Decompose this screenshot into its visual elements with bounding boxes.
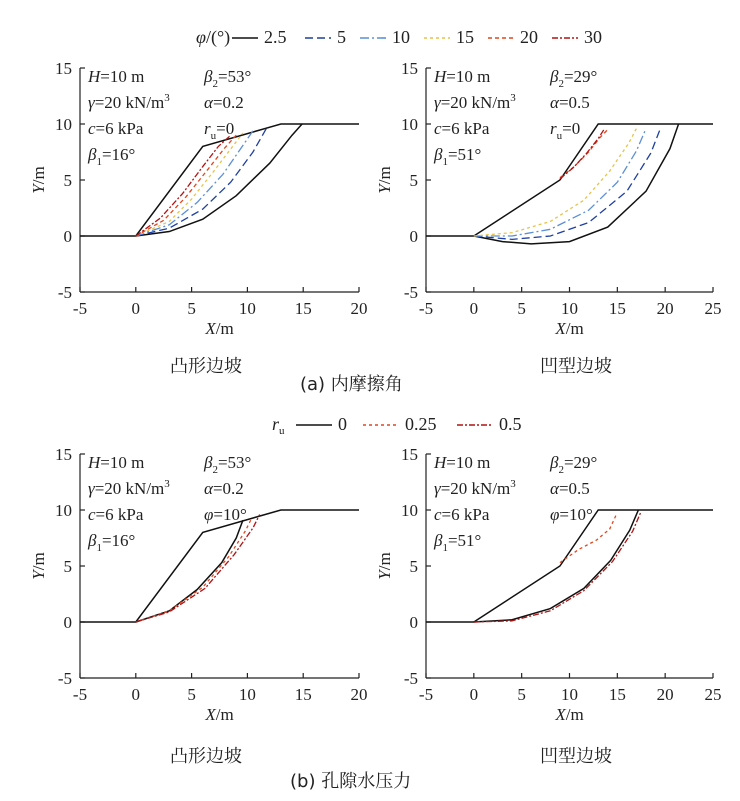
y-tick-label: 5	[409, 557, 418, 576]
param-label: γ=20 $kN/m^3$	[88, 478, 170, 498]
legend-title-phi: φ/(°)	[196, 27, 231, 47]
x-tick-label: 15	[294, 685, 312, 704]
x-tick-label: 0	[131, 685, 141, 704]
legend-label-30: 30	[584, 27, 602, 47]
x-tick-label: 25	[704, 299, 722, 318]
legend-label-5: 5	[337, 27, 346, 47]
x-tick-label: 25	[704, 685, 722, 704]
legend-label-0: 0	[338, 414, 347, 434]
panel-subtitle: 凹型边坡	[540, 356, 612, 377]
x-tick-label: -5	[72, 299, 88, 318]
y-tick-label: -5	[57, 669, 72, 688]
param-label: α=0.2	[204, 479, 244, 498]
panel-b-right	[375, 445, 722, 767]
series-line-5	[474, 128, 661, 239]
x-tick-label: 5	[187, 299, 196, 318]
param-label: γ=20 $kN/m^3$	[88, 92, 170, 112]
x-tick-label: -5	[418, 685, 434, 704]
param-label: c=6 kPa	[88, 119, 144, 138]
x-tick-label: 10	[561, 685, 578, 704]
param-label: $\beta_2=29^\circ$	[550, 453, 598, 476]
param-label: $\beta_2=29^\circ$	[550, 67, 598, 90]
y-tick-label: 0	[63, 613, 72, 632]
panel-subtitle: 凸形边坡	[170, 746, 242, 767]
legend-label-0_25: 0.25	[405, 414, 437, 434]
y-tick-label: 5	[409, 171, 418, 190]
y-tick-label: -5	[403, 283, 418, 302]
param-label: c=6 kPa	[434, 505, 490, 524]
y-tick-label: 10	[55, 115, 72, 134]
x-tick-label: -5	[418, 299, 434, 318]
y-tick-label: -5	[403, 669, 418, 688]
x-axis-label: X/m	[555, 319, 584, 338]
panel-a-right	[375, 59, 722, 377]
y-tick-label: -5	[57, 283, 72, 302]
y-tick-label: 15	[55, 445, 72, 464]
param-label: $r_u=0$	[204, 119, 235, 142]
x-tick-label: 20	[656, 299, 674, 318]
y-tick-label: 10	[401, 115, 418, 134]
legend-label-2_5: 2.5	[264, 27, 287, 47]
x-tick-label: 10	[561, 299, 578, 318]
param-label: c=6 kPa	[434, 119, 490, 138]
x-tick-label: 5	[187, 685, 196, 704]
x-tick-label: 0	[469, 685, 479, 704]
x-axis-label: X/m	[205, 319, 234, 338]
y-axis-label: Y/m	[375, 552, 394, 580]
legend-label-0_5: 0.5	[499, 414, 522, 434]
param-label: H=10 m	[434, 67, 491, 86]
x-axis-label: X/m	[205, 705, 234, 724]
slope-profile	[80, 124, 359, 236]
panel-subtitle: 凹型边坡	[540, 746, 612, 767]
y-tick-label: 10	[401, 501, 418, 520]
x-tick-label: 15	[294, 299, 312, 318]
param-label: $\beta_1=16^\circ$	[88, 145, 136, 168]
x-tick-label: 10	[238, 685, 256, 704]
y-axis-label: Y/m	[375, 166, 394, 194]
caption-b: (b) 孔隙水压力	[290, 771, 412, 792]
param-label: $\beta_1=51^\circ$	[434, 531, 482, 554]
y-tick-label: 15	[55, 59, 72, 78]
param-label: H=10 m	[88, 67, 145, 86]
series-line-2_5	[474, 124, 679, 244]
x-tick-label: 15	[608, 685, 626, 704]
x-tick-label: 20	[656, 685, 674, 704]
caption-a: (a) 内摩擦角	[300, 374, 403, 395]
x-tick-label: 20	[350, 299, 368, 318]
panel-a-left	[29, 59, 368, 377]
param-label: α=0.5	[550, 479, 590, 498]
y-tick-label: 10	[55, 501, 72, 520]
x-tick-label: 5	[517, 299, 526, 318]
param-label: $r_u=0$	[550, 119, 581, 142]
param-label: γ=20 $kN/m^3$	[434, 92, 516, 112]
series-line-20	[136, 135, 236, 236]
y-tick-label: 0	[409, 613, 418, 632]
y-tick-label: 0	[63, 227, 72, 246]
x-tick-label: 20	[350, 685, 368, 704]
param-label: α=0.5	[550, 93, 590, 112]
param-label: $\beta_2=53^\circ$	[204, 453, 252, 476]
param-label: $\beta_1=16^\circ$	[88, 531, 136, 554]
panel-b-left	[29, 445, 368, 767]
series-line-2_5	[136, 124, 302, 236]
x-tick-label: 0	[469, 299, 479, 318]
x-axis-label: X/m	[555, 705, 584, 724]
y-tick-label: 5	[63, 557, 72, 576]
legend-b	[272, 414, 522, 437]
param-label: $\beta_1=51^\circ$	[434, 145, 482, 168]
y-axis-label: Y/m	[29, 166, 48, 194]
series-line-0	[136, 520, 243, 622]
legend-label-10: 10	[392, 27, 410, 47]
legend-a	[196, 27, 602, 48]
x-tick-label: 15	[608, 299, 626, 318]
param-label: φ=10°	[204, 505, 247, 524]
y-tick-label: 5	[63, 171, 72, 190]
x-tick-label: -5	[72, 685, 88, 704]
y-tick-label: 0	[409, 227, 418, 246]
series-line-10	[136, 131, 253, 236]
param-label: $\beta_2=53^\circ$	[204, 67, 252, 90]
y-tick-label: 15	[401, 445, 418, 464]
panel-subtitle: 凸形边坡	[170, 356, 242, 377]
param-label: φ=10°	[550, 505, 593, 524]
series-line-0_25	[136, 518, 252, 622]
param-label: γ=20 $kN/m^3$	[434, 478, 516, 498]
y-axis-label: Y/m	[29, 552, 48, 580]
y-tick-label: 15	[401, 59, 418, 78]
param-label: c=6 kPa	[88, 505, 144, 524]
legend-label-15: 15	[456, 27, 474, 47]
series-line-0_5	[136, 514, 260, 622]
x-tick-label: 0	[131, 299, 141, 318]
param-label: α=0.2	[204, 93, 244, 112]
legend-title-ru: $r_u$	[272, 414, 285, 437]
x-tick-label: 10	[238, 299, 256, 318]
param-label: H=10 m	[88, 453, 145, 472]
x-tick-label: 5	[517, 685, 526, 704]
param-label: H=10 m	[434, 453, 491, 472]
legend-label-20: 20	[520, 27, 538, 47]
slope-profile	[426, 510, 713, 622]
